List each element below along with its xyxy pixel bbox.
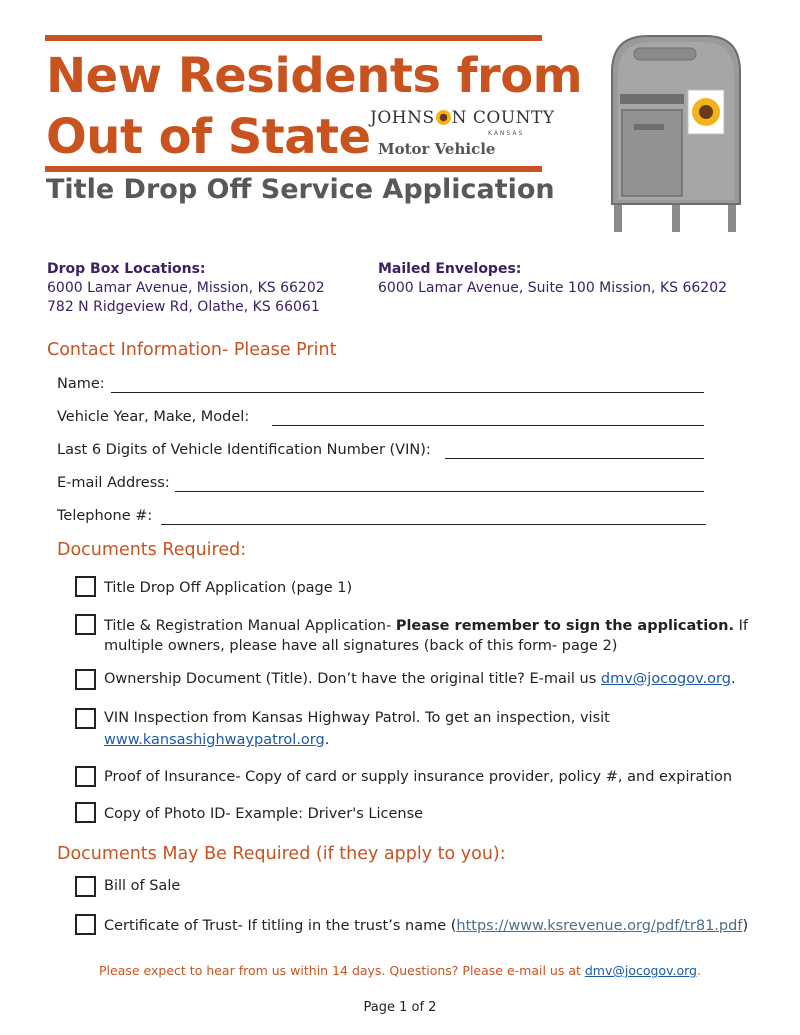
logo-text-county: N COUNTY xyxy=(451,108,555,128)
mailbox-illustration-icon xyxy=(608,32,743,234)
checkbox-manual-application[interactable] xyxy=(75,614,96,635)
page-title-line1: New Residents from xyxy=(46,48,583,104)
required-item-6: Copy of Photo ID- Example: Driver's License xyxy=(104,806,424,822)
page-subtitle: Title Drop Off Service Application xyxy=(46,174,555,205)
sign-reminder: Please remember to sign the application. xyxy=(395,618,734,634)
logo-state: KANSAS xyxy=(488,130,525,137)
dmv-email-link[interactable]: dmv@jocogov.org xyxy=(600,671,731,687)
footer-note: Please expect to hear from us within 14 days. Questions? Please e-mail us at dmv@jocogov.org. xyxy=(99,963,701,978)
johnson-county-logo xyxy=(370,108,555,162)
mailed-heading: Mailed Envelopes: xyxy=(378,261,522,277)
checkbox-proof-of-insurance[interactable] xyxy=(75,766,96,787)
name-label: Name: xyxy=(57,376,105,392)
checkbox-certificate-of-trust[interactable] xyxy=(75,914,96,935)
phone-label: Telephone #: xyxy=(57,508,153,524)
optional-item-1: Bill of Sale xyxy=(104,878,181,894)
checkbox-bill-of-sale[interactable] xyxy=(75,876,96,897)
page-number: Page 1 of 2 xyxy=(363,1000,437,1015)
dropbox-heading: Drop Box Locations: xyxy=(47,261,206,277)
required-heading: Documents Required: xyxy=(57,540,247,560)
highway-patrol-link[interactable]: www.kansashighwaypatrol.org xyxy=(104,732,325,748)
vehicle-label: Vehicle Year, Make, Model: xyxy=(57,409,250,425)
ksrevenue-link[interactable]: https://www.ksrevenue.org/pdf/tr81.pdf xyxy=(456,918,743,934)
vin-label: Last 6 Digits of Vehicle Identification Number (VIN): xyxy=(57,442,431,458)
footer-email-link[interactable]: dmv@jocogov.org xyxy=(584,963,697,978)
page-title-line2: Out of State xyxy=(46,109,371,165)
required-item-1: Title Drop Off Application (page 1) xyxy=(104,580,353,596)
required-item-4: VIN Inspection from Kansas Highway Patrol. To get an inspection, visit www.kansashighwaypatrol.org. xyxy=(104,710,610,748)
bottom-rule xyxy=(45,166,542,172)
email-label: E-mail Address: xyxy=(57,475,170,491)
phone-field[interactable] xyxy=(161,524,706,525)
vehicle-field[interactable] xyxy=(272,425,704,426)
vin-field[interactable] xyxy=(445,458,704,459)
sunflower-icon xyxy=(436,110,451,125)
name-field[interactable] xyxy=(111,392,704,393)
required-item-5: Proof of Insurance- Copy of card or supply insurance provider, policy #, and expiration xyxy=(104,769,733,785)
mailed-address: 6000 Lamar Avenue, Suite 100 Mission, KS 66202 xyxy=(378,280,728,296)
optional-heading: Documents May Be Required (if they apply to you): xyxy=(57,844,506,864)
contact-heading: Contact Information- Please Print xyxy=(47,340,337,360)
optional-item-2: Certificate of Trust- If titling in the trust’s name (https://www.ksrevenue.org/pdf/tr81.pdf) xyxy=(104,918,749,934)
checkbox-drop-off-application[interactable] xyxy=(75,576,96,597)
required-item-3: Ownership Document (Title). Don’t have the original title? E-mail us dmv@jocogov.org. xyxy=(104,671,736,687)
checkbox-photo-id[interactable] xyxy=(75,802,96,823)
checkbox-vin-inspection[interactable] xyxy=(75,708,96,729)
email-field[interactable] xyxy=(175,491,704,492)
dropbox-address-1: 6000 Lamar Avenue, Mission, KS 66202 xyxy=(47,280,325,296)
dropbox-address-2: 782 N Ridgeview Rd, Olathe, KS 66061 xyxy=(47,299,320,315)
top-rule xyxy=(45,35,542,41)
logo-motor-vehicle: Motor Vehicle xyxy=(378,140,496,158)
logo-text-johns: JOHNS xyxy=(370,108,435,128)
required-item-2: Title & Registration Manual Application- Please remember to sign the application. If multiple owners, please have all signatures (back of this form- page 2) xyxy=(104,618,748,654)
checkbox-ownership-document[interactable] xyxy=(75,669,96,690)
